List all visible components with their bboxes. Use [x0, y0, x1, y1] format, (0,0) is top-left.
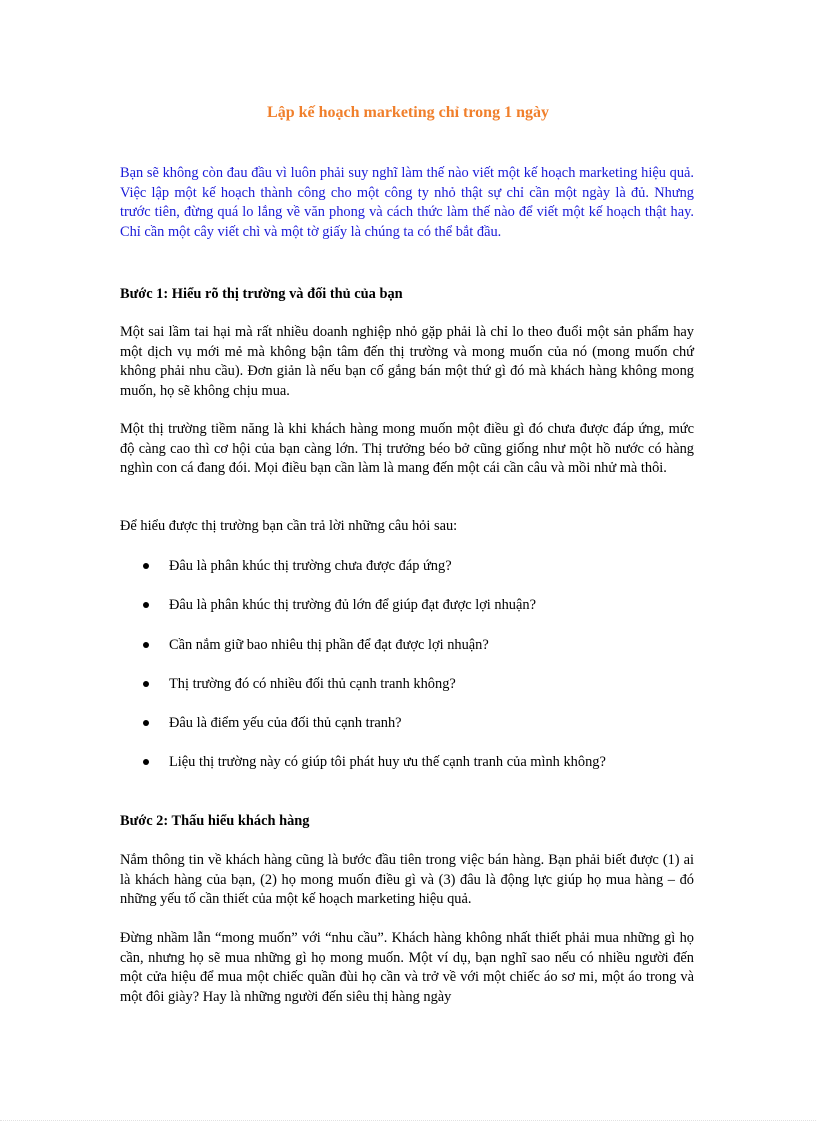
- intro-paragraph: Bạn sẽ không còn đau đầu vì luôn phải suy nghĩ làm thế nào viết một kế hoạch marketing hiệu quả. Việc lập một kế hoạch thành công cho một công ty nhỏ thật sự chỉ cần một ngày là đủ. Nhưng trước tiên, đừng quá lo lắng về văn phong và cách thức làm thế nào để viết một kế hoạch thật hay. Chỉ cần một cây viết chì và một tờ giấy là chúng ta có thể bắt đầu.: [120, 165, 694, 240]
- bullet-icon: [143, 681, 149, 687]
- list-item-text: Đâu là phân khúc thị trường đủ lớn để giúp đạt được lợi nhuận?: [169, 597, 536, 614]
- bullet-icon: [143, 563, 149, 569]
- bullet-icon: [143, 602, 149, 608]
- step2-paragraph-2: Đừng nhầm lẫn “mong muốn” với “nhu cầu”. Khách hàng không nhất thiết phải mua những gì họ cần, nhưng họ sẽ mua những gì họ mong muốn. Một ví dụ, bạn nghĩ sao nếu có nhiều người đến một cửa hiệu để mua một chiếc quần đùi họ cần và trở về với một chiếc áo sơ mi, một áo trong và một đôi giày? Hay là những người đến siêu thị hàng ngày: [120, 930, 694, 1005]
- question-list: [140, 556, 700, 792]
- step1-paragraph-1: Một sai lầm tai hại mà rất nhiều doanh nghiệp nhỏ gặp phải là chỉ lo theo đuổi một sản phẩm hay một dịch vụ mới mẻ mà không bận tâm đến thị trường và mong muốn của nó (mong muốn chứ không phải nhu cầu). Đơn giản là nếu bạn cố gắng bán một thứ gì đó mà khách hàng không mong muốn, họ sẽ không chịu mua.: [120, 324, 694, 399]
- bullet-icon: [143, 759, 149, 765]
- step1-paragraph-2: Một thị trường tiềm năng là khi khách hàng mong muốn một điều gì đó chưa được đáp ứng, mức độ càng cao thì cơ hội của bạn càng lớn. Thị trưởng béo bở cũng giống như một hồ nước có hàng nghìn con cá đang đói. Mọi điều bạn cần làm là mang đến một cái cần câu và mồi nhử mà thôi.: [120, 421, 694, 477]
- list-item-text: Thị trường đó có nhiều đối thủ cạnh tranh không?: [169, 675, 456, 692]
- step1-paragraph-3: Để hiểu được thị trường bạn cần trả lời những câu hỏi sau:: [120, 518, 458, 534]
- step2-paragraph-1: Nắm thông tin về khách hàng cũng là bước đầu tiên trong việc bán hàng. Bạn phải biết được (1) ai là khách hàng của bạn, (2) họ mong muốn điều gì và (3) đâu là động lực giúp họ mua hàng – đó những yếu tố cần thiết của một kế hoạch marketing hiệu quả.: [120, 852, 694, 908]
- step1-heading: Bước 1: Hiểu rõ thị trường và đối thủ của bạn: [120, 286, 403, 302]
- list-item: [140, 635, 700, 674]
- list-item-text: Cần nắm giữ bao nhiêu thị phần để đạt được lợi nhuận?: [169, 636, 489, 653]
- list-item: [140, 752, 700, 791]
- list-item: [140, 713, 700, 752]
- list-item-text: Đâu là phân khúc thị trường chưa được đáp ứng?: [169, 558, 452, 574]
- page-bottom-divider: [0, 1120, 816, 1121]
- list-item-text: Liệu thị trường này có giúp tôi phát huy ưu thế cạnh tranh của mình không?: [169, 754, 606, 771]
- list-item: [140, 595, 700, 634]
- bullet-icon: [143, 720, 149, 726]
- list-item: [140, 674, 700, 713]
- list-item-text: Đâu là điểm yếu của đối thủ cạnh tranh?: [169, 715, 402, 732]
- list-item: [140, 556, 700, 595]
- step2-heading: Bước 2: Thấu hiểu khách hàng: [120, 813, 310, 829]
- bullet-icon: [143, 642, 149, 648]
- document-title: Lập kế hoạch marketing chỉ trong 1 ngày: [267, 104, 549, 121]
